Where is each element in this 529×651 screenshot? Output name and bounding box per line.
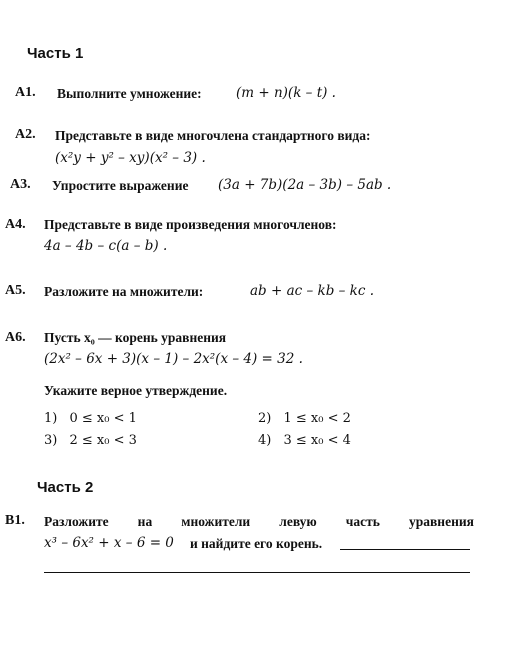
- task-b1-number: В1.: [5, 513, 25, 528]
- option-3-label: 3): [44, 433, 58, 448]
- option-1: [44, 411, 137, 426]
- task-b1-tail: и найдите его корень.: [190, 536, 323, 551]
- task-a2-number: А2.: [15, 127, 36, 142]
- task-a6-number: А6.: [5, 330, 26, 345]
- option-3: [44, 433, 137, 448]
- task-a2-expression: (x²y + y² – xy)(x² – 3) .: [55, 150, 206, 166]
- task-a5-text: Разложите на множители:: [44, 284, 204, 299]
- task-a2-text: Представьте в виде многочлена стандартного вида:: [55, 128, 371, 143]
- task-a1-number: А1.: [15, 85, 36, 100]
- task-a4-text: Представьте в виде произведения многочленов:: [44, 217, 337, 232]
- answer-line-2[interactable]: [44, 572, 470, 573]
- task-a6-expression: (2x² – 6x + 3)(x – 1) – 2x²(x – 4) = 32 .: [44, 351, 303, 367]
- task-a1-text: Выполните умножение:: [57, 86, 202, 101]
- option-2-label: 2): [258, 411, 272, 426]
- task-a6-text: Пусть x₀ — корень уравнения: [44, 330, 227, 345]
- task-a5-number: А5.: [5, 283, 26, 298]
- part-2-title: Часть 2: [37, 479, 94, 496]
- part-1-title: Часть 1: [27, 45, 84, 62]
- option-3-value: 2 ≤ x₀ < 3: [69, 433, 137, 448]
- answer-line-1[interactable]: [340, 549, 470, 550]
- task-a3-number: А3.: [10, 177, 31, 192]
- option-4-label: 4): [258, 433, 272, 448]
- task-a4-expression: 4a – 4b – c(a – b) .: [44, 238, 168, 254]
- option-1-value: 0 ≤ x₀ < 1: [69, 411, 137, 426]
- task-a1-expression: (m + n)(k – t) .: [236, 85, 336, 101]
- task-b1-expression: x³ – 6x² + x – 6 = 0: [44, 535, 174, 551]
- task-a6-prompt: Укажите верное утверждение.: [44, 383, 228, 398]
- option-4-value: 3 ≤ x₀ < 4: [283, 433, 351, 448]
- task-a3-expression: (3a + 7b)(2a – 3b) – 5ab .: [218, 177, 392, 193]
- task-a4-number: А4.: [5, 217, 26, 232]
- b1-word-1: Разложите: [44, 514, 109, 529]
- option-2-value: 1 ≤ x₀ < 2: [283, 411, 351, 426]
- option-4: [258, 433, 351, 448]
- task-a5-expression: ab + ac – kb – kc .: [250, 283, 375, 299]
- b1-word-4: левую: [279, 514, 317, 529]
- b1-word-6: уравнения: [409, 514, 474, 529]
- b1-word-3: множители: [181, 514, 251, 529]
- b1-word-2: на: [137, 514, 153, 529]
- option-1-label: 1): [44, 411, 58, 426]
- option-2: [258, 411, 351, 426]
- task-b1-text: [44, 514, 474, 530]
- task-a3-text: Упростите выражение: [52, 178, 189, 193]
- b1-word-5: часть: [345, 514, 380, 529]
